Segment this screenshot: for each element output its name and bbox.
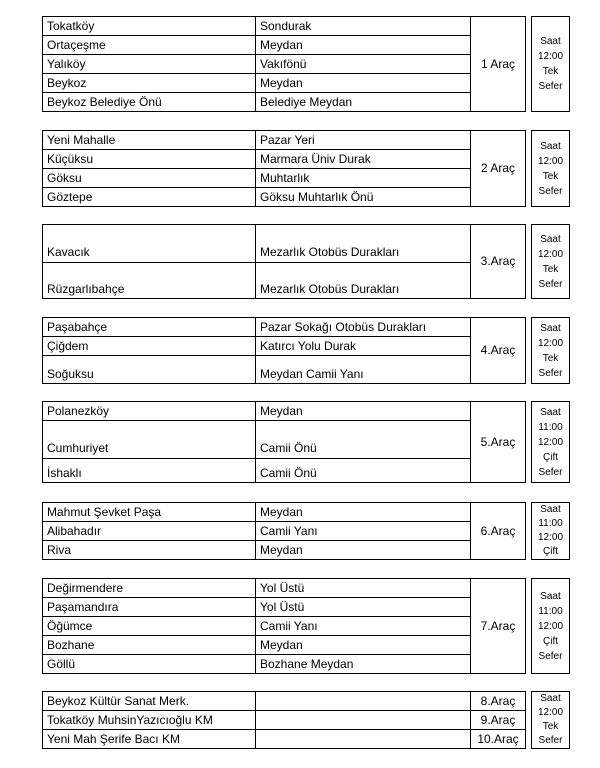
stop-location: Meydan [256,541,471,560]
stop-name: Kavacık [43,225,256,263]
stop-location: Sondurak [256,17,471,36]
stop-name: Göztepe [43,188,256,207]
vehicle-label: 7.Araç [471,579,526,674]
stop-name: İshaklı [43,459,256,483]
stop-name: Cumhuriyet [43,421,256,459]
stop-location: Meydan [256,402,471,421]
stop-name: Ortaçeşme [43,36,256,55]
group-table [42,502,570,560]
stop-location: Camii Yanı [256,617,471,636]
stop-name: Yalıköy [43,55,256,74]
schedule-cell: Saat 11:00 12:00 Çift Sefer [532,402,570,483]
stop-location: Meydan [256,503,471,522]
group-table [42,16,570,112]
stop-location: Marmara Üniv Durak [256,150,471,169]
stop-name: Tokatköy [43,17,256,36]
group-table [42,401,570,483]
stop-location: Belediye Meydan [256,93,471,112]
stop-location: Vakıfönü [256,55,471,74]
stop-name: Öğümce [43,617,256,636]
stop-name: Riva [43,541,256,560]
group-table [42,130,570,207]
stop-name: Rüzgarlıbahçe [43,263,256,299]
stop-name: Alibahadır [43,522,256,541]
stop-name: Mahmut Şevket Paşa [43,503,256,522]
stop-location [256,730,471,749]
schedule-cell: Saat 12:00 Tek Sefer [532,692,570,749]
stop-name: Beykoz Kültür Sanat Merk. [43,692,256,711]
schedule-cell: Saat 12:00 Tek Sefer [532,318,570,384]
stop-name: Tokatköy MuhsinYazıcıoğlu KM [43,711,256,730]
stop-location: Camii Önü [256,459,471,483]
stop-location [256,711,471,730]
stop-name: Göksu [43,169,256,188]
stop-name: Göllü [43,655,256,674]
stop-location: Yol Üstü [256,579,471,598]
schedule-cell: Saat 12:00 Tek Sefer [532,131,570,207]
stop-location: Mezarlık Otobüs Durakları [256,263,471,299]
stop-name: Soğuksu [43,356,256,384]
stop-location: Pazar Yeri [256,131,471,150]
schedule-cell: Saat 11:00 12:00 Çift Sefer [532,579,570,674]
vehicle-label: 3.Araç [471,225,526,299]
stop-location: Bozhane Meydan [256,655,471,674]
vehicle-label: 6.Araç [471,503,526,560]
stop-location: Meydan [256,36,471,55]
vehicle-label: 8.Araç [471,692,526,711]
stop-name: Beykoz [43,74,256,93]
group-table [42,317,570,384]
group-table [42,224,570,299]
stop-location: Muhtarlık [256,169,471,188]
group-table [42,578,570,674]
stop-location: Camii Yanı [256,522,471,541]
schedule-cell: Saat 11:00 12:00 Çift [532,503,570,560]
stop-name: Yeni Mahalle [43,131,256,150]
vehicle-label: 4.Araç [471,318,526,384]
stop-name: Çiğdem [43,337,256,356]
stop-name: Beykoz Belediye Önü [43,93,256,112]
stop-location: Pazar Sokağı Otobüs Durakları [256,318,471,337]
stop-location: Mezarlık Otobüs Durakları [256,225,471,263]
stop-name: Paşabahçe [43,318,256,337]
vehicle-label: 10.Araç [471,730,526,749]
stop-location: Meydan [256,74,471,93]
vehicle-label: 5.Araç [471,402,526,483]
group-table [42,691,570,749]
stop-location: Meydan Camii Yanı [256,356,471,384]
stop-location: Katırcı Yolu Durak [256,337,471,356]
schedule-cell: Saat 12:00 Tek Sefer [532,17,570,112]
vehicle-label: 9.Araç [471,711,526,730]
stop-name: Yeni Mah Şerife Bacı KM [43,730,256,749]
stop-name: Küçüksu [43,150,256,169]
stop-name: Polanezköy [43,402,256,421]
vehicle-label: 1 Araç [471,17,526,112]
schedule-cell: Saat 12:00 Tek Sefer [532,225,570,299]
stop-name: Değirmendere [43,579,256,598]
stop-location: Yol Üstü [256,598,471,617]
stop-location: Camii Önü [256,421,471,459]
stop-name: Bozhane [43,636,256,655]
stop-location: Göksu Muhtarlık Önü [256,188,471,207]
vehicle-label: 2 Araç [471,131,526,207]
stop-name: Paşamandıra [43,598,256,617]
stop-location [256,692,471,711]
stop-location: Meydan [256,636,471,655]
